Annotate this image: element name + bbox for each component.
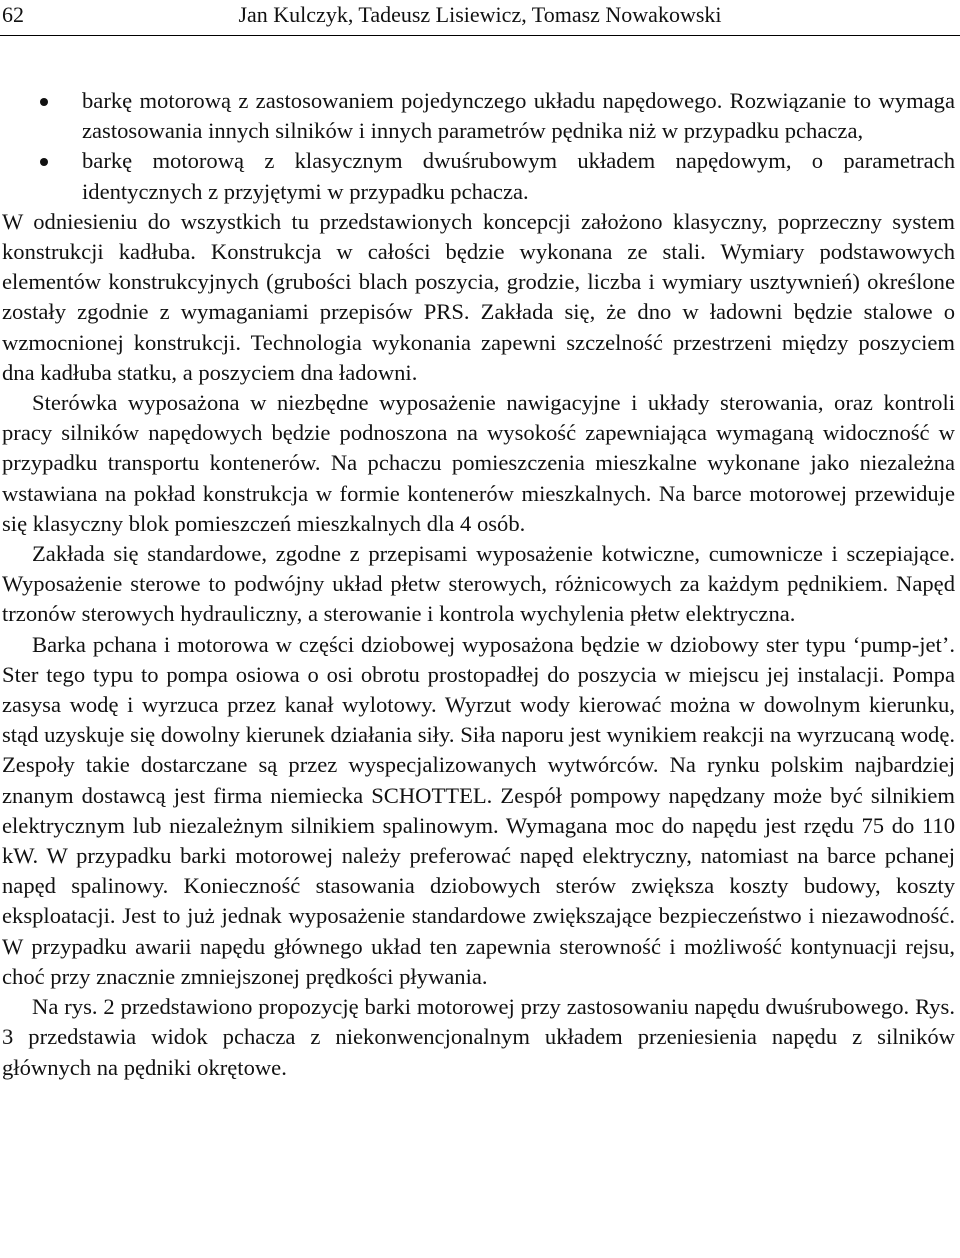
paragraph: W odniesieniu do wszystkich tu przedstawionych koncepcji założono klasyczny, poprzeczny system konstrukcji kadłuba. Konstrukcja w całości będzie wykonana ze stali. Wymiary podstawowych elementów konstrukcyjnych (grubości blach poszycia, grodzie, liczba i wymiary usztywnień) określone zostały zgodnie z wymaganiami przepisów PRS. Zakłada się, że dno w ładowni będzie stalowe o wzmocnionej konstrukcji. Technologia wykonania zapewni szczelność przestrzeni między poszyciem dna kadłuba statku, a poszyciem dna ładowni. xyxy=(2,208,955,385)
running-title: Jan Kulczyk, Tadeusz Lisiewicz, Tomasz Nowakowski xyxy=(238,2,722,27)
paragraph: Na rys. 2 przedstawiono propozycję barki motorowej przy zastosowaniu napędu dwuśrubowego. Rys. 3 przedstawia widok pchacza z niekonwencjonalnym układem przeniesienia napędu z silników głównych na pędniki okrętowe. xyxy=(2,994,955,1080)
paragraph: Zakłada się standardowe, zgodne z przepisami wyposażenie kotwiczne, cumownicze i sczepiające. Wyposażenie sterowe to podwójny układ płetw sterowych, różnicowych za każdym pędnikiem. Napęd trzonów sterowych hydrauliczny, a sterowanie i kontrola wychylenia płetw elektryczna. xyxy=(2,541,955,627)
bullet-item xyxy=(2,146,955,206)
bullet-item xyxy=(2,86,955,146)
header-rule xyxy=(0,35,960,36)
paragraph: Sterówka wyposażona w niezbędne wyposażenie nawigacyjne i układy sterowania, oraz kontroli pracy silników napędowych będzie podnoszona na wysokość zapewniająca wymaganą widoczność w przypadku transportu kontenerów. Na pchaczu pomieszczenia mieszkalne wykonane jako niezależna wstawiana na pokład konstrukcja w formie kontenerów mieszkalnych. Na barce motorowej przewiduje się klasyczny blok pomieszczeń mieszkalnych dla 4 osób. xyxy=(2,390,955,536)
body-text xyxy=(2,86,955,1083)
bullet-text: barkę motorową z zastosowaniem pojedynczego układu napędowego. Rozwiązanie to wymaga zastosowania innych silników i innych parametrów pędnika niż w przypadku pchacza, xyxy=(82,88,955,144)
bullet-list xyxy=(2,86,955,207)
bullet-text: barkę motorową z klasycznym dwuśrubowym układem napędowym, o parametrach identycznych z przyjętymi w przypadku pchacza. xyxy=(82,148,955,204)
page-header xyxy=(0,0,960,36)
page-number: 62 xyxy=(2,2,24,27)
bullet-icon xyxy=(40,158,48,166)
bullet-icon xyxy=(40,98,48,106)
paragraph: Barka pchana i motorowa w części dziobowej wyposażona będzie w dziobowy ster typu ‘pump-jet’. Ster tego typu to pompa osiowa o osi obrotu prostopadłej do poszycia w miejscu jej instalacji. Pompa zasysa wodę i wyrzuca przez kanał wylotowy. Wyrzut wody kierować można w dowolnym kierunku, stąd uzyskuje się dowolny kierunek działania siły. Siła naporu jest wynikiem reakcji na wyrzucaną wodę. Zespoły takie dostarczane są przez wyspecjalizowanych wytwórców. Na rynku polskim najbardziej znanym dostawcą jest firma niemiecka SCHOTTEL. Zespół pompowy napędzany może być silnikiem elektrycznym lub niezależnym silnikiem spalinowym. Wymagana moc do napędu jest rzędu 75 do 110 kW. W przypadku barki motorowej należy preferować napęd elektryczny, natomiast na barce pchanej napęd spalinowy. Konieczność stasowania dziobowych sterów zwiększa koszty budowy, koszty eksploatacji. Jest to już jednak wyposażenie standardowe zwiększające bezpieczeństwo i niezawodność. W przypadku awarii napędu głównego układ ten zapewnia sterowność i możliwość kontynuacji rejsu, choć przy znacznie zmniejszonej prędkości pływania. xyxy=(2,631,955,989)
